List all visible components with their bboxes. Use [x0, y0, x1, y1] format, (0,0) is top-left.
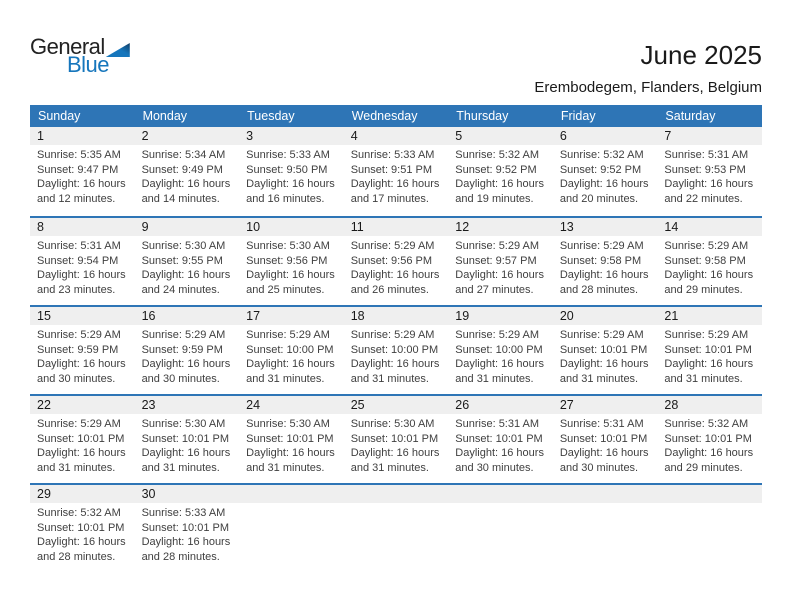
empty-cell — [553, 485, 658, 572]
day-number: 25 — [344, 396, 449, 414]
day-details-line: and 31 minutes. — [246, 372, 325, 385]
day-details-line: and 30 minutes. — [455, 461, 534, 474]
week-row — [30, 216, 762, 305]
day-details-line: Daylight: 16 hours — [246, 178, 335, 191]
day-cell — [30, 396, 135, 483]
day-details — [448, 414, 553, 475]
day-details-line: and 31 minutes. — [350, 372, 429, 385]
day-cell — [239, 127, 344, 216]
day-details-line: Sunset: 9:53 PM — [664, 163, 746, 176]
day-details-line: Daylight: 16 hours — [455, 358, 544, 371]
day-details — [135, 145, 240, 206]
logo-text-general: General — [30, 34, 105, 59]
day-number — [344, 485, 449, 503]
day-details-line: Sunset: 9:54 PM — [37, 254, 119, 267]
day-number: 14 — [657, 218, 762, 236]
day-number: 17 — [239, 307, 344, 325]
day-details-line: Sunrise: 5:32 AM — [559, 149, 644, 161]
day-number: 10 — [239, 218, 344, 236]
day-cell — [657, 127, 762, 216]
day-details-line: and 28 minutes. — [559, 283, 639, 296]
day-details-line: and 22 minutes. — [664, 192, 743, 205]
day-number: 13 — [553, 218, 658, 236]
day-cell — [448, 218, 553, 305]
day-details-line: Daylight: 16 hours — [141, 536, 231, 549]
day-number: 2 — [135, 127, 240, 145]
day-details — [30, 503, 135, 564]
day-details-line: Sunset: 9:50 PM — [246, 163, 328, 176]
empty-cell — [344, 485, 449, 572]
day-cell — [448, 127, 553, 216]
day-number — [657, 485, 762, 503]
day-number: 8 — [30, 218, 135, 236]
day-details-line: Daylight: 16 hours — [350, 178, 440, 191]
day-details-line: Daylight: 16 hours — [559, 358, 649, 371]
day-details-line: Sunrise: 5:31 AM — [37, 240, 121, 252]
day-details-line: Daylight: 16 hours — [455, 178, 544, 191]
weekday-label: Saturday — [665, 109, 716, 123]
day-details — [553, 236, 658, 297]
day-details-line: Daylight: 16 hours — [664, 447, 754, 460]
general-blue-logo — [30, 36, 130, 76]
day-details — [239, 414, 344, 475]
day-number: 9 — [135, 218, 240, 236]
empty-cell — [657, 485, 762, 572]
day-details-line: Sunset: 9:59 PM — [141, 343, 223, 356]
day-number: 6 — [553, 127, 658, 145]
day-details-line: and 24 minutes. — [141, 283, 220, 296]
day-cell — [135, 485, 240, 572]
day-cell — [30, 485, 135, 572]
day-cell — [657, 396, 762, 483]
day-number: 27 — [553, 396, 658, 414]
day-details — [135, 414, 240, 475]
day-details-line: Daylight: 16 hours — [37, 358, 126, 371]
day-number: 24 — [239, 396, 344, 414]
day-details-line: Sunrise: 5:29 AM — [559, 240, 644, 252]
day-details-line: Daylight: 16 hours — [559, 269, 649, 282]
weekday-label: Monday — [142, 109, 188, 123]
day-details-line: and 31 minutes. — [37, 461, 116, 474]
day-cell — [553, 218, 658, 305]
day-details-line: Sunset: 10:01 PM — [141, 432, 230, 445]
day-number: 23 — [135, 396, 240, 414]
empty-cell — [448, 485, 553, 572]
day-details-line: and 27 minutes. — [455, 283, 534, 296]
day-details-line: Sunset: 9:56 PM — [350, 254, 433, 267]
day-details-line: Daylight: 16 hours — [37, 269, 126, 282]
day-number: 18 — [344, 307, 449, 325]
day-details — [553, 414, 658, 475]
day-details — [448, 145, 553, 206]
day-number: 16 — [135, 307, 240, 325]
day-details-line: Sunrise: 5:33 AM — [141, 507, 226, 519]
day-details-line: and 31 minutes. — [559, 372, 639, 385]
day-details-line: Daylight: 16 hours — [246, 447, 335, 460]
day-details — [239, 145, 344, 206]
day-number — [448, 485, 553, 503]
day-details-line: and 25 minutes. — [246, 283, 325, 296]
day-details-line: Sunrise: 5:29 AM — [37, 329, 121, 341]
day-details — [344, 325, 449, 386]
day-details-line: and 17 minutes. — [350, 192, 429, 205]
day-details-line: Sunrise: 5:29 AM — [350, 240, 435, 252]
month-title: June 2025 — [640, 40, 762, 70]
day-details — [30, 145, 135, 206]
day-number: 11 — [344, 218, 449, 236]
day-number: 4 — [344, 127, 449, 145]
day-details-line: Sunset: 10:01 PM — [559, 432, 648, 445]
day-details-line: Sunrise: 5:31 AM — [559, 418, 644, 430]
day-details-line: and 31 minutes. — [141, 461, 220, 474]
calendar-table — [30, 105, 762, 572]
day-details-line: Daylight: 16 hours — [664, 269, 754, 282]
day-details-line: Sunrise: 5:29 AM — [455, 329, 540, 341]
day-details-line: Daylight: 16 hours — [455, 447, 544, 460]
day-details-line: and 30 minutes. — [559, 461, 639, 474]
day-details-line: and 29 minutes. — [664, 461, 743, 474]
day-details-line: Sunrise: 5:30 AM — [350, 418, 435, 430]
day-cell — [553, 307, 658, 394]
day-details-line: Daylight: 16 hours — [141, 358, 231, 371]
day-details-line: Daylight: 16 hours — [141, 269, 231, 282]
day-details-line: Sunset: 10:01 PM — [246, 432, 334, 445]
day-cell — [553, 396, 658, 483]
day-details-line: Sunrise: 5:34 AM — [141, 149, 226, 161]
day-details-line: and 12 minutes. — [37, 192, 116, 205]
day-details-line: Sunset: 9:47 PM — [37, 163, 119, 176]
day-number: 3 — [239, 127, 344, 145]
weekday-header-row — [30, 105, 762, 127]
day-details-line: Daylight: 16 hours — [246, 269, 335, 282]
day-details-line: Sunset: 10:01 PM — [37, 432, 125, 445]
day-cell — [239, 396, 344, 483]
day-details-line: Sunrise: 5:33 AM — [350, 149, 435, 161]
day-details-line: Sunset: 9:49 PM — [141, 163, 223, 176]
day-cell — [344, 127, 449, 216]
day-details-line: Sunset: 9:55 PM — [141, 254, 223, 267]
day-details-line: Daylight: 16 hours — [37, 447, 126, 460]
day-details — [553, 145, 658, 206]
day-details-line: Daylight: 16 hours — [37, 536, 126, 549]
day-details-line: Sunrise: 5:30 AM — [246, 418, 330, 430]
logo-text-blue: Blue — [67, 52, 110, 77]
week-row — [30, 394, 762, 483]
day-details — [344, 414, 449, 475]
day-details-line: Sunrise: 5:33 AM — [246, 149, 330, 161]
day-details — [135, 236, 240, 297]
day-details-line: Daylight: 16 hours — [141, 447, 231, 460]
day-number: 29 — [30, 485, 135, 503]
day-details — [553, 325, 658, 386]
day-details-line: Sunrise: 5:31 AM — [455, 418, 540, 430]
weekday-label: Wednesday — [351, 109, 418, 123]
weekday-label: Thursday — [456, 109, 509, 123]
day-cell — [344, 307, 449, 394]
day-details-line: Sunset: 10:00 PM — [350, 343, 439, 356]
day-details-line: Sunset: 9:58 PM — [664, 254, 746, 267]
day-details — [448, 236, 553, 297]
day-cell — [30, 307, 135, 394]
day-details-line: Sunrise: 5:35 AM — [37, 149, 121, 161]
day-details-line: Sunset: 10:01 PM — [664, 432, 752, 445]
day-details-line: Daylight: 16 hours — [559, 447, 649, 460]
day-details-line: and 31 minutes. — [350, 461, 429, 474]
day-details-line: and 31 minutes. — [664, 372, 743, 385]
day-details-line: Sunset: 10:01 PM — [141, 521, 230, 534]
day-number: 21 — [657, 307, 762, 325]
day-details-line: Sunrise: 5:29 AM — [559, 329, 644, 341]
week-row — [30, 127, 762, 216]
day-details-line: and 20 minutes. — [559, 192, 639, 205]
day-number: 22 — [30, 396, 135, 414]
day-details-line: Sunrise: 5:30 AM — [141, 240, 226, 252]
day-details — [657, 236, 762, 297]
day-number: 5 — [448, 127, 553, 145]
location-subtitle: Erembodegem, Flanders, Belgium — [534, 79, 762, 96]
day-details-line: Sunrise: 5:30 AM — [246, 240, 330, 252]
day-details-line: Daylight: 16 hours — [559, 178, 649, 191]
day-details-line: Daylight: 16 hours — [350, 447, 440, 460]
day-details-line: Sunrise: 5:31 AM — [664, 149, 749, 161]
logo-triangle-icon — [106, 43, 130, 57]
day-details-line: Sunset: 10:00 PM — [455, 343, 543, 356]
day-details — [657, 145, 762, 206]
day-number: 7 — [657, 127, 762, 145]
day-details-line: Daylight: 16 hours — [246, 358, 335, 371]
day-details — [448, 325, 553, 386]
day-details-line: and 19 minutes. — [455, 192, 534, 205]
day-details-line: and 26 minutes. — [350, 283, 429, 296]
day-details-line: and 30 minutes. — [37, 372, 116, 385]
day-cell — [448, 307, 553, 394]
day-number — [239, 485, 344, 503]
day-details-line: Sunrise: 5:32 AM — [37, 507, 121, 519]
day-details-line: Sunset: 9:56 PM — [246, 254, 328, 267]
day-details-line: Sunrise: 5:30 AM — [141, 418, 226, 430]
calendar-weeks — [30, 127, 762, 572]
weekday-label: Tuesday — [247, 109, 295, 123]
day-details-line: and 28 minutes. — [37, 550, 116, 563]
day-details-line: Sunrise: 5:29 AM — [37, 418, 121, 430]
weekday-label: Friday — [560, 109, 596, 123]
weekday-label: Sunday — [38, 109, 81, 123]
day-details-line: Daylight: 16 hours — [664, 358, 754, 371]
week-row — [30, 305, 762, 394]
day-details — [657, 325, 762, 386]
day-details-line: and 31 minutes. — [455, 372, 534, 385]
day-details-line: Sunset: 9:51 PM — [350, 163, 433, 176]
day-details-line: Sunrise: 5:29 AM — [246, 329, 330, 341]
day-details-line: and 28 minutes. — [141, 550, 220, 563]
day-details — [30, 325, 135, 386]
day-number: 12 — [448, 218, 553, 236]
day-details-line: and 16 minutes. — [246, 192, 325, 205]
day-details-line: and 31 minutes. — [246, 461, 325, 474]
day-details — [239, 236, 344, 297]
day-cell — [135, 307, 240, 394]
day-details-line: and 14 minutes. — [141, 192, 220, 205]
day-details-line: Daylight: 16 hours — [455, 269, 544, 282]
day-number — [553, 485, 658, 503]
day-details-line: Sunrise: 5:29 AM — [664, 329, 749, 341]
day-details-line: Sunset: 9:52 PM — [559, 163, 642, 176]
day-details — [344, 236, 449, 297]
day-number: 28 — [657, 396, 762, 414]
day-details-line: and 23 minutes. — [37, 283, 116, 296]
week-row — [30, 483, 762, 572]
empty-cell — [239, 485, 344, 572]
day-details — [344, 145, 449, 206]
day-cell — [135, 396, 240, 483]
day-details — [135, 503, 240, 564]
day-details — [135, 325, 240, 386]
day-details-line: Sunrise: 5:29 AM — [141, 329, 226, 341]
day-details-line: Sunrise: 5:29 AM — [664, 240, 749, 252]
day-details-line: Daylight: 16 hours — [350, 358, 440, 371]
day-details-line: Sunset: 10:01 PM — [455, 432, 543, 445]
day-details-line: Sunset: 9:59 PM — [37, 343, 119, 356]
day-details-line: Daylight: 16 hours — [350, 269, 440, 282]
day-cell — [344, 396, 449, 483]
day-details-line: and 29 minutes. — [664, 283, 743, 296]
day-details-line: Sunrise: 5:32 AM — [664, 418, 749, 430]
day-details-line: Sunrise: 5:29 AM — [455, 240, 540, 252]
day-details-line: Sunset: 10:01 PM — [664, 343, 752, 356]
day-number: 19 — [448, 307, 553, 325]
day-details-line: Sunset: 10:00 PM — [246, 343, 334, 356]
day-details-line: Sunset: 10:01 PM — [350, 432, 439, 445]
day-details-line: Sunset: 9:52 PM — [455, 163, 537, 176]
day-details-line: Sunset: 9:58 PM — [559, 254, 642, 267]
day-details-line: Sunrise: 5:32 AM — [455, 149, 540, 161]
day-cell — [239, 218, 344, 305]
day-cell — [553, 127, 658, 216]
day-cell — [448, 396, 553, 483]
day-details-line: Sunrise: 5:29 AM — [350, 329, 435, 341]
day-details — [30, 414, 135, 475]
day-cell — [135, 218, 240, 305]
day-details-line: Sunset: 10:01 PM — [559, 343, 648, 356]
day-number: 1 — [30, 127, 135, 145]
day-details — [657, 414, 762, 475]
day-number: 15 — [30, 307, 135, 325]
day-details-line: Sunset: 10:01 PM — [37, 521, 125, 534]
day-details-line: Daylight: 16 hours — [37, 178, 126, 191]
day-cell — [30, 127, 135, 216]
day-cell — [239, 307, 344, 394]
day-number: 30 — [135, 485, 240, 503]
day-cell — [135, 127, 240, 216]
day-details — [30, 236, 135, 297]
day-details-line: Sunset: 9:57 PM — [455, 254, 537, 267]
day-number: 26 — [448, 396, 553, 414]
day-cell — [30, 218, 135, 305]
day-details-line: and 30 minutes. — [141, 372, 220, 385]
day-number: 20 — [553, 307, 658, 325]
day-details-line: Daylight: 16 hours — [141, 178, 231, 191]
day-cell — [657, 218, 762, 305]
day-cell — [344, 218, 449, 305]
day-details-line: Daylight: 16 hours — [664, 178, 754, 191]
day-cell — [657, 307, 762, 394]
day-details — [239, 325, 344, 386]
